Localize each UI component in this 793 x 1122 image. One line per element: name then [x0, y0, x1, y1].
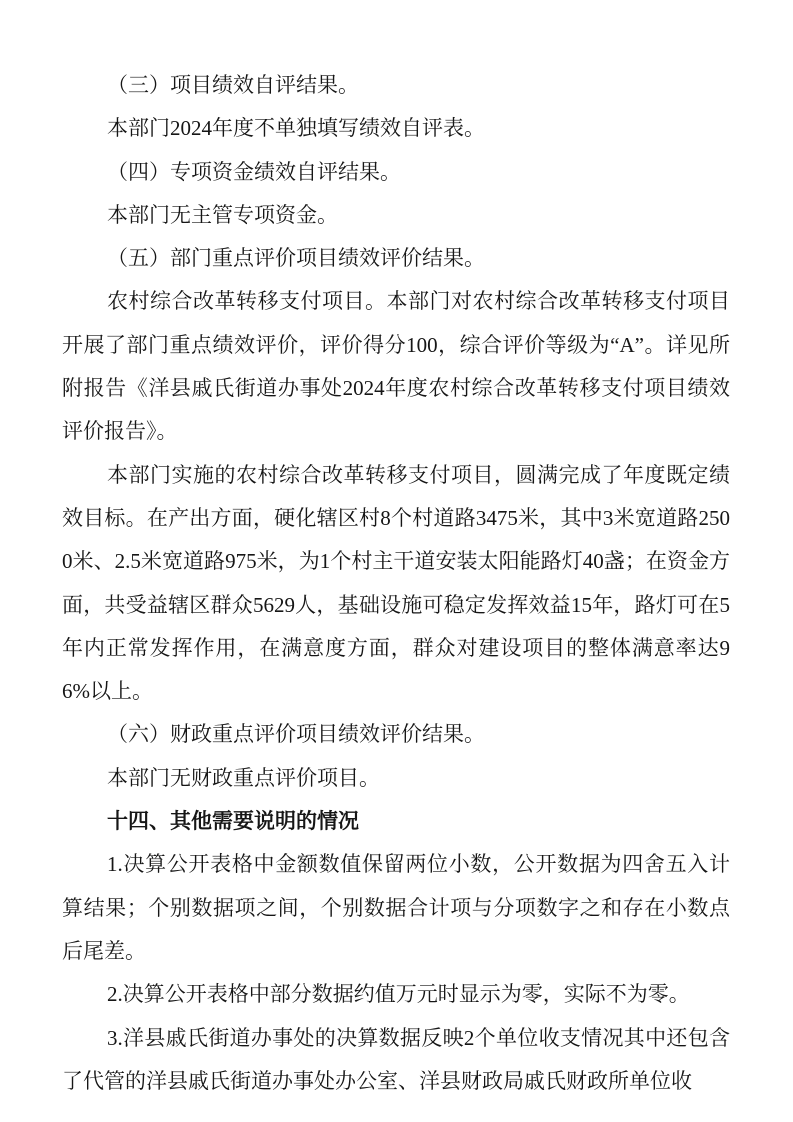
section-3-heading: （三）项目绩效自评结果。 [107, 73, 359, 97]
section-14-heading: 十四、其他需要说明的情况 [107, 810, 359, 834]
section-5-heading: （五）部门重点评价项目绩效评价结果。 [107, 246, 485, 271]
note-3-clipped: 3.洋县戚氏街道办事处的决算数据反映2个单位收支情况其中还包含了代管的洋县戚氏街道办事处办公室、洋县财政局戚氏财政所单位收 [62, 1025, 730, 1093]
section-5-body-project-results: 本部门实施的农村综合改革转移支付项目，圆满完成了年度既定绩效目标。在产出方面，硬化辖区村8个村道路3475米，其中3米宽道路2500米、2.5米宽道路975米，为1个村主干道安装太阳能路灯40盏；在资金方面，共受益辖区群众5629人，基础设施可稳定发挥效益15年，路灯可在5年内正常发挥作用，在满意度方面，群众对建设项目的整体满意率达96%以上。 [62, 462, 730, 704]
note-2: 2.决算公开表格中部分数据约值万元时显示为零，实际不为零。 [107, 982, 690, 1007]
note-1: 1.决算公开表格中金额数值保留两位小数，公开数据为四舍五入计算结果；个别数据项之间，个别数据合计项与分项数字之和存在小数点后尾差。 [62, 852, 730, 963]
section-5-body-project-eval: 农村综合改革转移支付项目。本部门对农村综合改革转移支付项目开展了部门重点绩效评价，评价得分100，综合评价等级为“A”。详见所附报告《洋县戚氏街道办事处2024年度农村综合改革转移支付项目绩效评价报告》。 [62, 289, 730, 444]
section-4-body: 本部门无主管专项资金。 [107, 202, 338, 227]
section-3-body: 本部门2024年度不单独填写绩效自评表。 [107, 116, 485, 141]
section-6-body: 本部门无财政重点评价项目。 [107, 765, 380, 790]
section-6-heading: （六）财政重点评价项目绩效评价结果。 [107, 722, 485, 747]
section-4-heading: （四）专项资金绩效自评结果。 [107, 159, 401, 184]
